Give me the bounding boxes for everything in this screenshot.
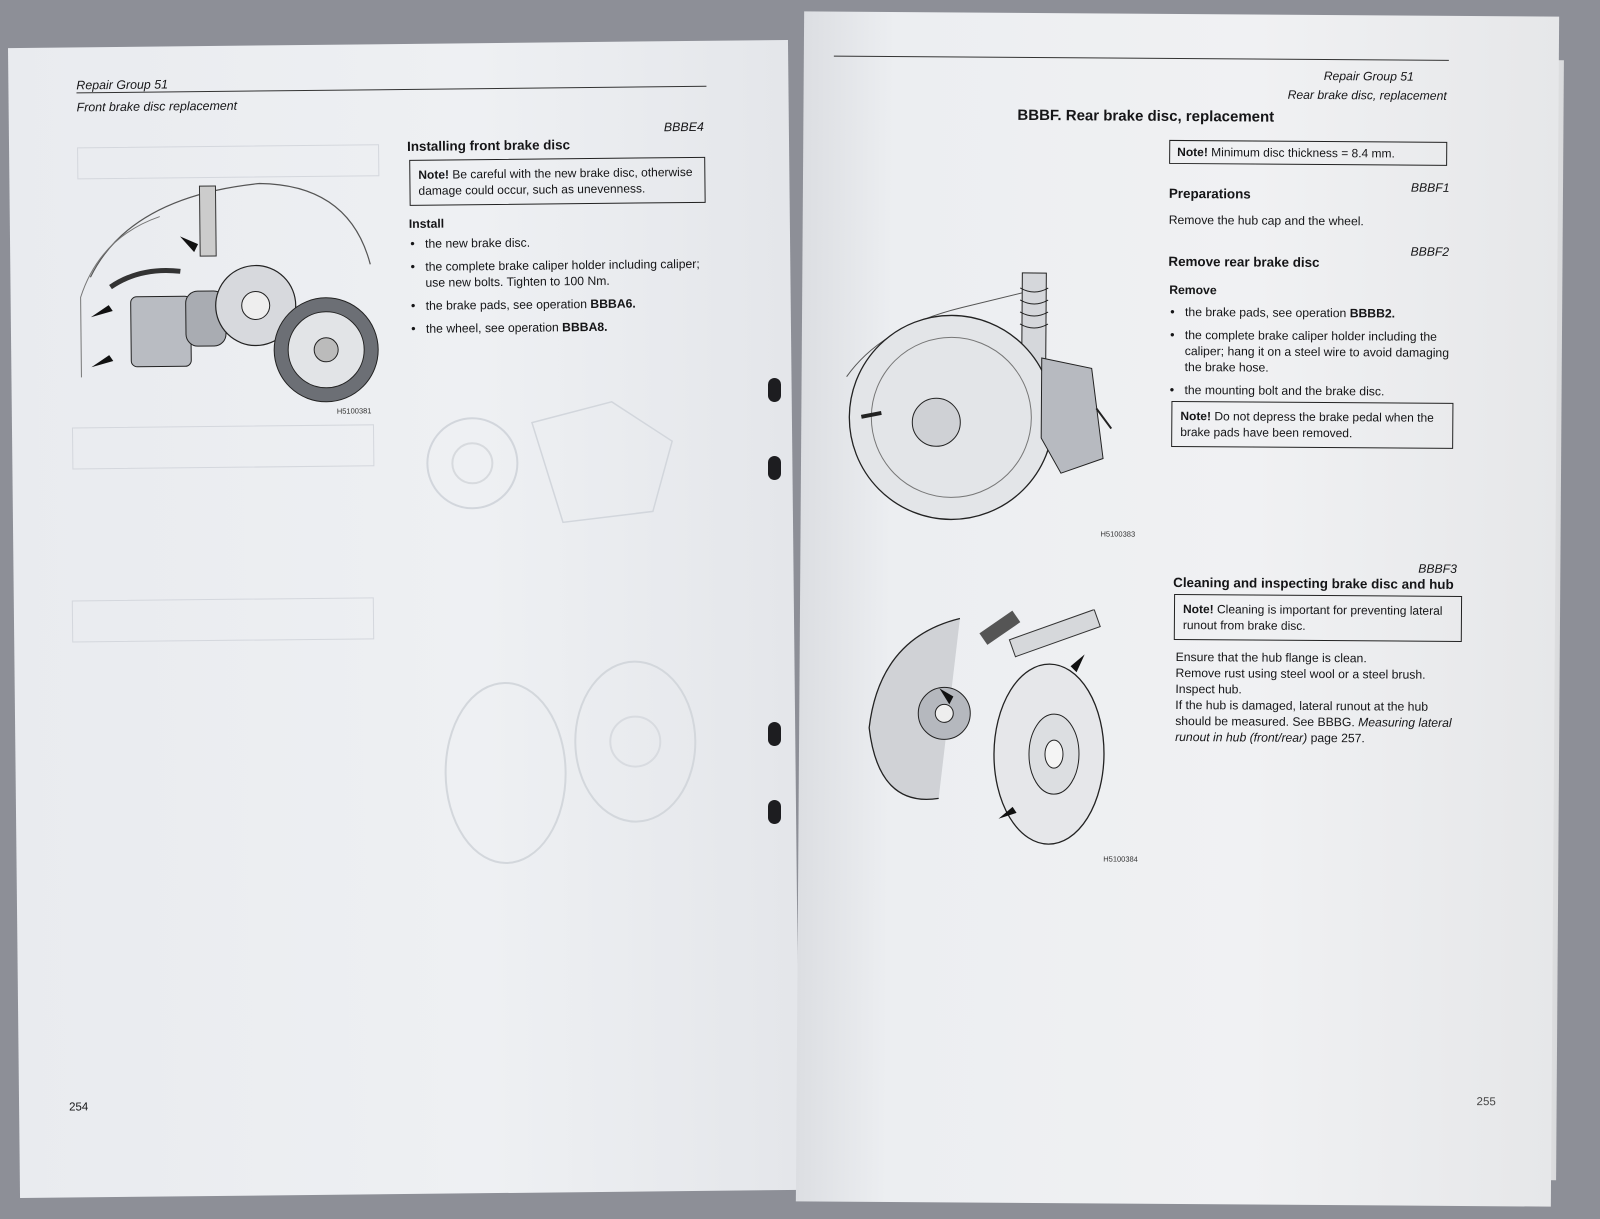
show-through-figure [434,641,716,884]
list-item: ● the complete brake caliper holder including the caliper; hang it on a steel wire to avoid damaging the brake hose. [1170,327,1455,377]
section-heading: Installing front brake disc [406,137,571,154]
install-label: Install [408,216,445,231]
list-item: ● the brake pads, see operation BBBA6. [411,295,711,314]
list-item: ● the complete brake caliper holder including caliper; use new bolts. Tighten to 100 Nm. [410,256,710,291]
clean-instructions [1175,649,1456,747]
page-number: 255 [1476,1096,1496,1109]
figure-id: H5100383 [1100,529,1136,539]
instruction-line: Remove rust using steel wool or a steel brush. [1175,665,1426,682]
operation-code: BBBF3 [1418,561,1457,576]
note-text: Be careful with the new brake disc, otherwise damage could occur, such as unevenness. [418,164,693,198]
binding-hole [768,800,781,824]
running-header-group: Repair Group 51 [76,77,169,93]
note-label: Note! [418,167,450,182]
instruction-line: If the hub is damaged, lateral runout at the hub should be measured. See BBBG. Measuring lateral runout in hub (front/rear) page 257. [1175,697,1452,746]
remove-label: Remove [1169,282,1217,298]
subheading: Cleaning and inspecting brake disc and hub [1173,574,1454,592]
show-through-box [72,424,374,469]
operation-code: BBBF2 [1410,244,1450,259]
subheading: Remove rear brake disc [1168,253,1320,270]
page-number: 254 [69,1101,89,1114]
figure-id: H5100381 [336,406,372,416]
section-title: BBBF. Rear brake disc, replacement [1017,106,1275,126]
left-page [8,40,800,1198]
show-through-figure [411,361,713,544]
header-rule [76,86,706,94]
note-box: Note! Cleaning is important for preventing lateral runout from brake disc. [1174,594,1462,642]
figure-id: H5100384 [1103,854,1138,864]
instruction-line: Inspect hub. [1175,681,1242,697]
note-box: Note! Minimum disc thickness = 8.4 mm. [1169,140,1447,166]
operation-code: BBBF1 [1410,180,1450,195]
running-header-section: Rear brake disc, replacement [1287,87,1447,103]
binding-hole [768,378,781,402]
rear-brake-caliper-illustration [841,267,1123,529]
list-item: ● the new brake disc. [410,233,710,252]
list-item: ● the wheel, see operation BBBA8. [411,318,711,337]
body-text: Remove the hub cap and the wheel. [1168,212,1364,229]
header-rule [834,56,1449,61]
show-through-box [72,597,374,642]
subheading: Preparations [1168,185,1251,202]
binding-hole [768,456,781,480]
right-page [796,11,1559,1206]
list-item: ● the mounting bolt and the brake disc. [1169,382,1454,400]
rear-disc-hub-illustration [858,608,1120,850]
remove-list [1169,304,1455,407]
front-brake-illustration [69,174,381,407]
operation-code: BBBE4 [663,119,704,135]
install-list [410,233,711,344]
list-item: ● the brake pads, see operation BBBB2. [1170,304,1455,322]
running-header-section: Front brake disc replacement [76,98,238,115]
binding-hole [768,722,781,746]
instruction-line: Ensure that the hub flange is clean. [1175,649,1367,666]
note-box [409,157,705,206]
running-header-group: Repair Group 51 [1323,69,1414,84]
note-box: Note! Do not depress the brake pedal when the brake pads have been removed. [1171,401,1453,449]
